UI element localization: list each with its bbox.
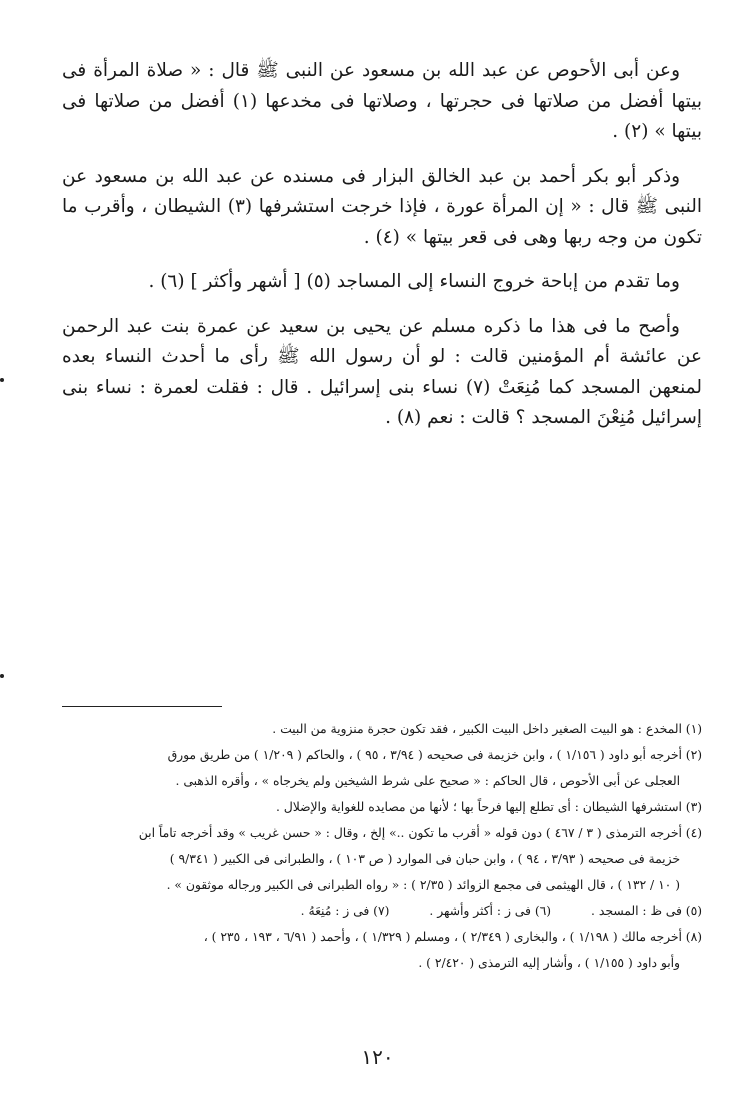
footnote-4-continued: خزيمة فى صحيحه ( ٣/٩٣ ، ٩٤ ) ، وابن حبان فى الموارد ( ص ١٠٣ ) ، والطبرانى فى الكبير ( ٩/٣٤١ ) (169, 852, 680, 866)
footnotes-5-6-7 (62, 898, 702, 924)
footnote-2-continued: العجلى عن أبى الأحوص ، قال الحاكم : « صحيح على شرط الشيخين ولم يخرجاه » ، وأقره الذهبى . (175, 774, 680, 788)
paragraph-1: وعن أبى الأحوص عن عبد الله بن مسعود عن النبى ﷺ قال : « صلاة المرأة فى بيتها أفضل من صلاتها فى حجرتها ، وصلاتها فى مخدعها (١) أفضل من صلاتها فى بيتها » (٢) . (62, 60, 702, 142)
footnote-1: (١) المخدع : هو البيت الصغير داخل البيت الكبير ، فقد تكون حجرة منزوية من البيت . (272, 722, 702, 736)
footnote-4: (٤) أخرجه الترمذى ( ٣ / ٤٦٧ ) دون قوله « أقرب ما تكون ..» إلخ ، وقال : « حسن غريب » وقد أخرجه تاماً ابن (138, 826, 702, 840)
paragraph-3: وما تقدم من إباحة خروج النساء إلى المساجد (٥) [ أشهر وأكثر ] (٦) . (148, 271, 680, 292)
footnote-8: (٨) أخرجه مالك ( ١/١٩٨ ) ، والبخارى ( ٢/٣٤٩ ) ، ومسلم ( ١/٣٢٩ ) ، وأحمد ( ٦/٩١ ، ١٩٣ ، ٢٣٥ ) ، (203, 930, 702, 944)
margin-mark (0, 378, 4, 382)
footnote-7: (٧) فى ز : مُنِعَهُ . (300, 904, 390, 918)
footnote-2: (٢) أخرجه أبو داود ( ١/١٥٦ ) ، وابن خزيمة فى صحيحه ( ٣/٩٤ ، ٩٥ ) ، والحاكم ( ١/٢٠٩ ) من طريق مورق (167, 748, 702, 762)
paragraph-4: وأصح ما فى هذا ما ذكره مسلم عن يحيى بن سعيد عن عمرة بنت عبد الرحمن عن عائشة أم المؤمنين قالت : لو أن رسول الله ﷺ رأى ما أحدث النساء بعده لمنعهن المسجد كما مُنِعَتْ (٧) نساء بنى إسرائيل . قال : فقلت لعمرة : نساء بنى إسرائيل مُنِعْنَ المسجد ؟ قالت : نعم (٨) . (62, 315, 702, 428)
footnote-separator (62, 706, 222, 707)
footnote-3: (٣) استشرفها الشيطان : أى تطلع إليها فرحاً بها ؛ لأنها من مصايده للغواية والإضلال . (275, 800, 702, 814)
footnote-5: (٥) فى ظ : المسجد . (591, 904, 702, 918)
footnote-6: (٦) فى ز : أكثر وأشهر . (429, 904, 552, 918)
paragraph-2: وذكر أبو بكر أحمد بن عبد الخالق البزار فى مسنده عن عبد الله بن مسعود عن النبى ﷺ قال : « إن المرأة عورة ، فإذا خرجت استشرفها (٣) الشيطان ، وأقرب ما تكون من وجه ربها وهى فى قعر بيتها » (٤) . (62, 165, 702, 248)
footnote-8-continued: وأبو داود ( ١/١٥٥ ) ، وأشار إليه الترمذى ( ٢/٤٢٠ ) . (418, 956, 680, 970)
footnote-4-continued-2: ( ١٠ / ١٣٢ ) ، قال الهيثمى فى مجمع الزوائد ( ٢/٣٥ ) : « رواه الطبرانى فى الكبير ورجاله موثقون » . (166, 878, 680, 892)
body-text (62, 56, 702, 434)
page-number: ١٢٠ (361, 1045, 394, 1069)
main-text-block (62, 56, 702, 434)
margin-mark (0, 674, 4, 678)
footnotes (62, 716, 702, 976)
